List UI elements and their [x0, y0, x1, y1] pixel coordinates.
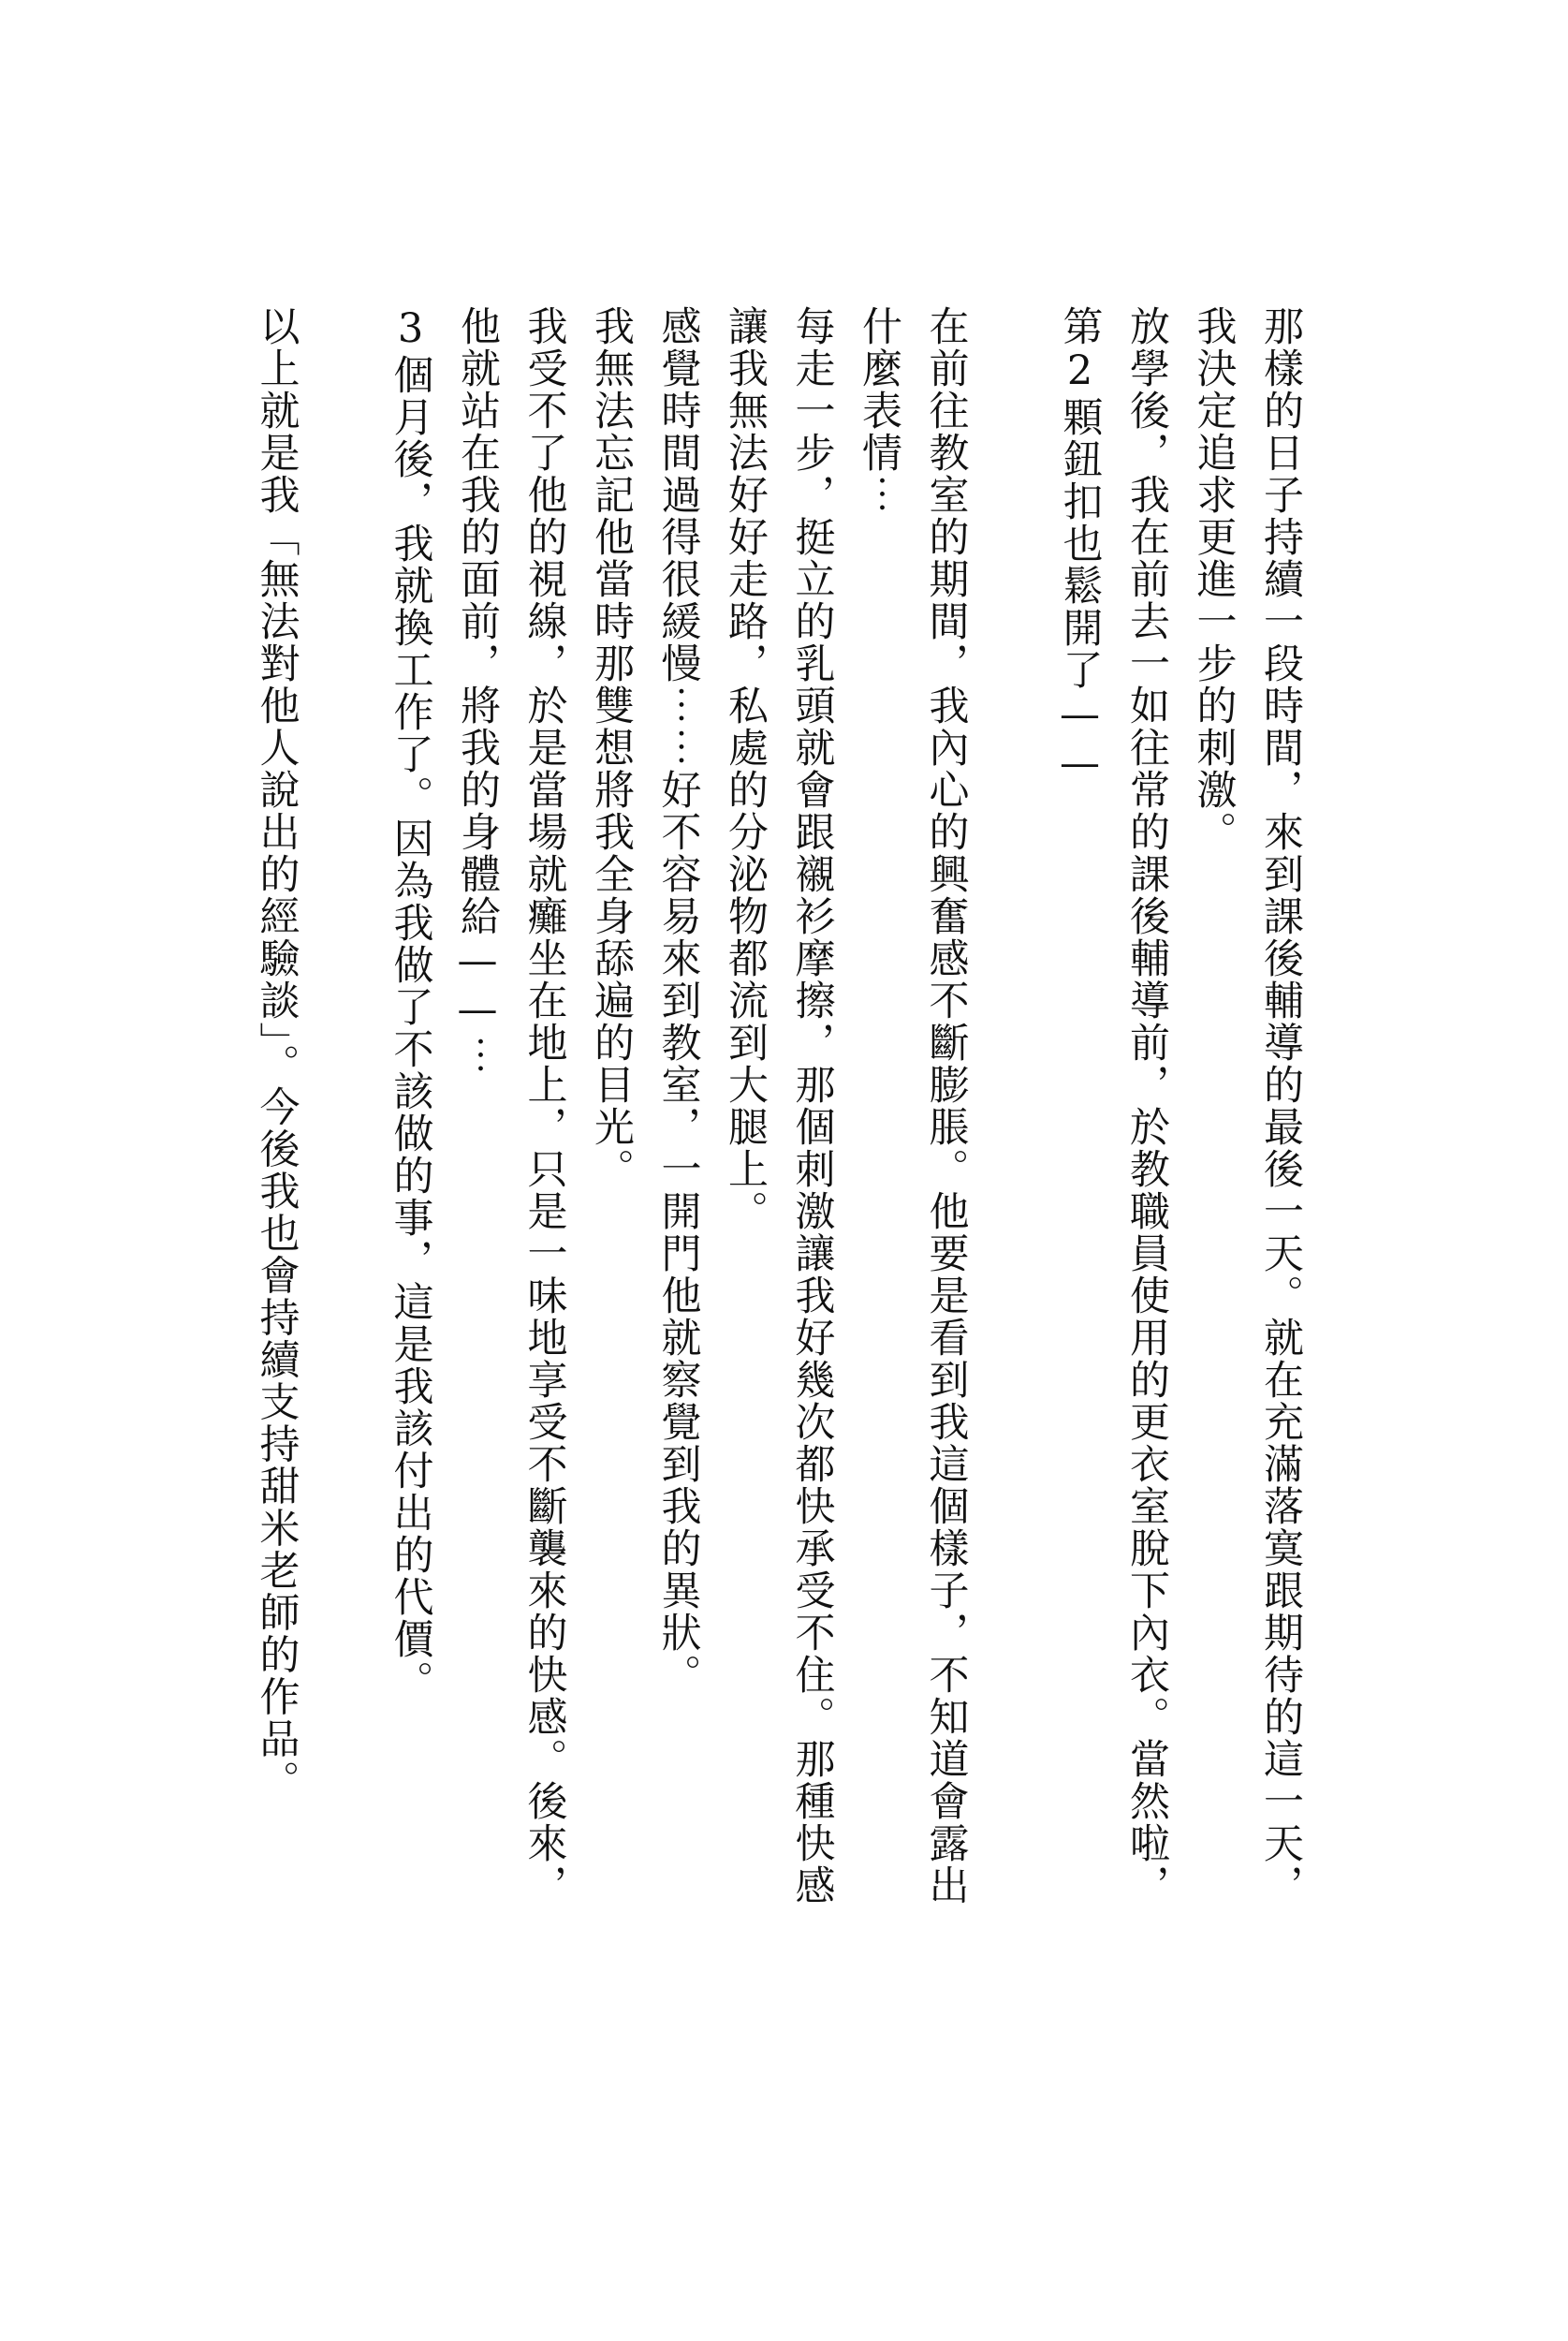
text-line: 每走一步，挺立的乳頭就會跟襯衫摩擦，那個刺激讓我好幾次都快承受不住。那種快感: [788, 305, 836, 1907]
vertical-text-page: [242, 305, 1313, 1991]
text-line: 在前往教室的期間，我內心的興奮感不斷膨脹。他要是看到我這個樣子，不知道會露出: [922, 305, 970, 1907]
paragraph-spacer: [310, 305, 377, 1991]
text-line: 第2顆鈕扣也鬆開了——: [1056, 305, 1104, 788]
text-line: 他就站在我的面前，將我的身體給——⋯: [454, 305, 501, 1077]
text-line: 感覺時間過得很緩慢⋯⋯好不容易來到教室，一開門他就察覺到我的異狀。: [654, 305, 702, 1696]
text-line: 3個月後，我就換工作了。因為我做了不該做的事，這是我該付出的代價。: [387, 305, 434, 1702]
text-line: 我決定追求更進一步的刺激。: [1190, 305, 1238, 853]
closing-line: 以上就是我「無法對他人說出的經驗談」。今後我也會持續支持甜米老師的作品。: [253, 305, 300, 1803]
text-line: 放學後，我在前去一如往常的課後輔導前，於教職員使用的更衣室脫下內衣。當然啦，: [1123, 305, 1170, 1907]
text-line: 什麼表情⋯: [856, 305, 902, 516]
text-line: 那樣的日子持續一段時間，來到課後輔導的最後一天。就在充滿落寞跟期待的這一天，: [1257, 305, 1304, 1907]
text-line: 我無法忘記他當時那雙想將我全身舔遍的目光。: [588, 305, 635, 1190]
text-line: 讓我無法好好走路，私處的分泌物都流到大腿上。: [722, 305, 769, 1232]
paragraph-spacer: [979, 305, 1047, 1991]
text-line: 我受不了他的視線，於是當場就癱坐在地上，只是一味地享受不斷襲來的快感。後來，: [520, 305, 568, 1907]
